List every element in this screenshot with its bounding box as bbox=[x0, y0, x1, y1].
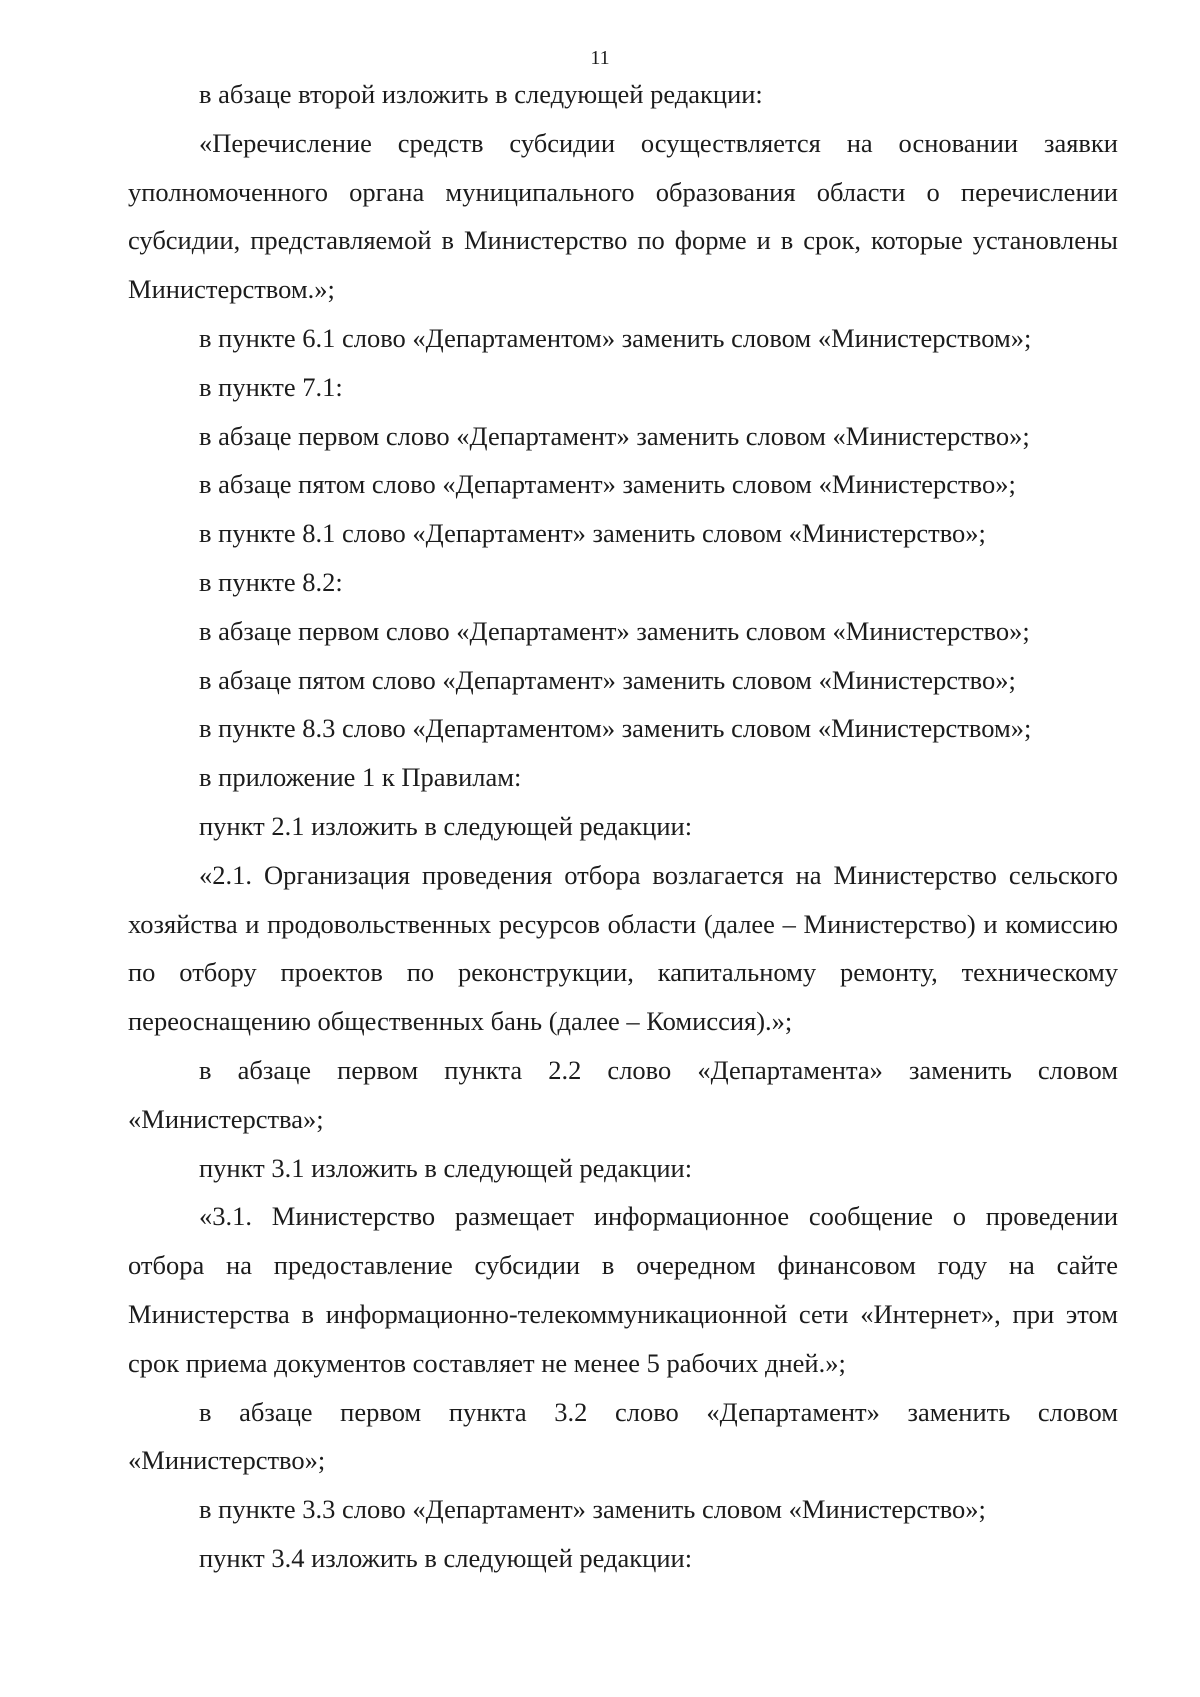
paragraph-9: в абзаце первом слово «Департамент» заменить словом «Министерство»; bbox=[199, 615, 1030, 646]
paragraph-8: в пункте 8.2: bbox=[199, 566, 343, 597]
paragraph-13: пункт 2.1 изложить в следующей редакции: bbox=[199, 810, 693, 841]
paragraph-7: в пункте 8.1 слово «Департамент» заменить словом «Министерство»; bbox=[199, 518, 986, 549]
paragraph-3: в пункте 6.1 слово «Департаментом» заменить словом «Министерством»; bbox=[199, 322, 1032, 353]
document-body bbox=[128, 70, 1118, 1583]
page-number: 11 bbox=[590, 47, 610, 69]
paragraph-6: в абзаце пятом слово «Департамент» заменить словом «Министерство»; bbox=[199, 469, 1016, 500]
paragraph-20: пункт 3.4 изложить в следующей редакции: bbox=[199, 1542, 693, 1573]
paragraph-18: в абзаце первом пункта 3.2 слово «Департамент» заменить словом «Министерство»; bbox=[128, 1396, 1118, 1476]
paragraph-16: пункт 3.1 изложить в следующей редакции: bbox=[199, 1152, 693, 1183]
paragraph-17: «3.1. Министерство размещает информационное сообщение о проведении отбора на предоставление субсидии в очередном финансовом году на сайте Министерства в информационно-телекоммуникационной сети «Интернет», при этом срок приема документов составляет не менее 5 рабочих дней.»; bbox=[128, 1201, 1118, 1378]
paragraph-14: «2.1. Организация проведения отбора возлагается на Министерство сельского хозяйства и продовольственных ресурсов области (далее – Министерство) и комиссию по отбору проектов по реконструкции, капитальному ремонту, техническому переоснащению общественных бань (далее – Комиссия).»; bbox=[128, 859, 1118, 1037]
paragraph-2: «Перечисление средств субсидии осуществляется на основании заявки уполномоченного органа муниципального образования области о перечислении субсидии, представляемой в Министерство по форме и в срок, которые установлены Министерством.»; bbox=[128, 127, 1118, 305]
paragraph-4: в пункте 7.1: bbox=[199, 371, 343, 402]
paragraph-1: в абзаце второй изложить в следующей редакции: bbox=[199, 79, 763, 109]
paragraph-19: в пункте 3.3 слово «Департамент» заменить словом «Министерство»; bbox=[199, 1494, 986, 1525]
paragraph-5: в абзаце первом слово «Департамент» заменить словом «Министерство»; bbox=[199, 420, 1030, 451]
paragraph-12: в приложение 1 к Правилам: bbox=[199, 762, 522, 793]
paragraph-15: в абзаце первом пункта 2.2 слово «Департамента» заменить словом «Министерства»; bbox=[128, 1054, 1118, 1134]
paragraph-10: в абзаце пятом слово «Департамент» заменить словом «Министерство»; bbox=[199, 664, 1016, 695]
paragraph-11: в пункте 8.3 слово «Департаментом» заменить словом «Министерством»; bbox=[199, 713, 1032, 744]
